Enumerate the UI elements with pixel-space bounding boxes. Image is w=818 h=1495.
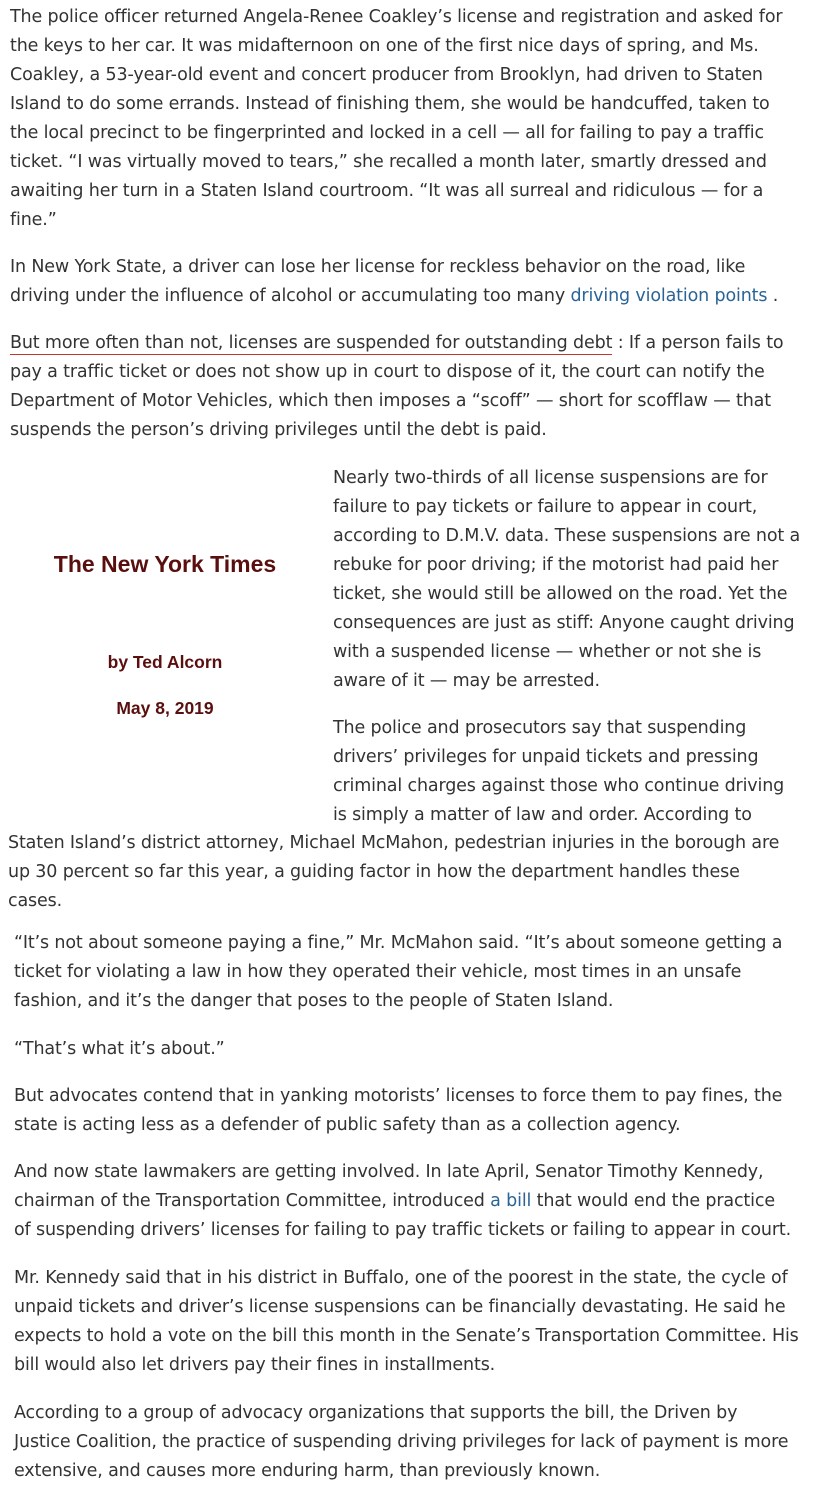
text-line: “It’s not about someone paying a fine,” Mr. McMahon said. “It’s about someone getting a: [14, 933, 783, 953]
paragraph-11: [14, 1399, 788, 1486]
text-line: drivers’ privileges for unpaid tickets and pressing: [333, 747, 759, 767]
paragraph-1: [10, 3, 782, 235]
text-line: ticket. “I was virtually moved to tears,” she recalled a month later, smartly dressed and: [10, 152, 767, 172]
text-line: unpaid tickets and driver’s license suspensions can be financially devastating. He said he: [14, 1297, 786, 1317]
text-line: Coakley, a 53-year-old event and concert producer from Brooklyn, had driven to Staten: [10, 65, 763, 85]
text-line: according to D.M.V. data. These suspensions are not a: [333, 526, 801, 546]
text-span: chairman of the Transportation Committee, introduced: [14, 1191, 491, 1211]
text-line: Justice Coalition, the practice of suspending driving privileges for lack of payment is more: [14, 1432, 789, 1452]
text-line: with a suspended license — whether or not she is: [333, 642, 762, 662]
text-line: criminal charges against those who continue driving: [333, 776, 785, 796]
text-span: driving under the influence of alcohol or accumulating too many: [10, 286, 571, 306]
text-line: The police and prosecutors say that suspending: [333, 718, 747, 738]
text-line: Nearly two-thirds of all license suspensions are for: [333, 468, 768, 488]
text-line: state is acting less as a defender of public safety than as a collection agency.: [14, 1115, 681, 1135]
highlighted-sentence: But more often than not, licenses are suspended for outstanding debt: [10, 333, 613, 353]
text-line: is simply a matter of law and order. According to: [333, 805, 752, 825]
text-line: Department of Motor Vehicles, which then imposes a “scoff” — short for scofflaw — that: [10, 391, 771, 411]
paragraph-6: [14, 929, 782, 1016]
text-line: And now state lawmakers are getting involved. In late April, Senator Timothy Kennedy,: [14, 1162, 764, 1182]
text-line: the local precinct to be fingerprinted and locked in a cell — all for failing to pay a traffic: [10, 123, 764, 143]
text-line: of suspending drivers’ licenses for failing to pay traffic tickets or failing to appear in court.: [14, 1220, 792, 1240]
text-line: extensive, and causes more enduring harm, than previously known.: [14, 1461, 601, 1481]
text-line: Staten Island’s district attorney, Michael McMahon, pedestrian injuries in the borough are: [8, 833, 780, 853]
paragraph-4: [333, 464, 800, 696]
text-line: suspends the person’s driving privileges until the debt is paid.: [10, 420, 547, 440]
publication-date: May 8, 2019: [116, 698, 214, 718]
text-line: But advocates contend that in yanking motorists’ licenses to force them to pay fines, the: [14, 1086, 783, 1106]
paragraph-5b: [8, 829, 779, 916]
text-line: Island to do some errands. Instead of finishing them, she would be handcuffed, taken to: [10, 94, 770, 114]
text-line: expects to hold a vote on the bill this month in the Senate’s Transportation Committee. His: [14, 1326, 799, 1346]
text-line: awaiting her turn in a Staten Island courtroom. “It was all surreal and ridiculous — for a: [10, 181, 764, 201]
text-line: “That’s what it’s about.”: [14, 1039, 225, 1059]
text-line: cases.: [8, 891, 63, 911]
driving-violation-points-link[interactable]: driving violation points: [570, 286, 768, 306]
text-span: : If a person fails to: [612, 333, 784, 353]
text-span: that would end the practice: [531, 1191, 775, 1211]
text-line: failure to pay tickets or failure to appear in court,: [333, 497, 758, 517]
text-line: [14, 1187, 791, 1216]
text-line: ticket for violating a law in how they operated their vehicle, most times in an unsafe: [14, 962, 742, 982]
a-bill-link[interactable]: a bill: [490, 1191, 532, 1211]
text-span: .: [767, 286, 779, 306]
text-line: up 30 percent so far this year, a guiding factor in how the department handles these: [8, 862, 740, 882]
paragraph-10: [14, 1264, 799, 1380]
paragraph-7: [14, 1035, 225, 1064]
paragraph-9: [14, 1158, 791, 1245]
paragraph-5a: [333, 714, 784, 830]
text-line: rebuke for poor driving; if the motorist had paid her: [333, 555, 779, 575]
text-line: According to a group of advocacy organizations that supports the bill, the Driven by: [14, 1403, 738, 1423]
text-line: the keys to her car. It was midafternoon on one of the first nice days of spring, and Ms.: [10, 36, 759, 56]
text-line: [10, 329, 783, 358]
paragraph-2: [10, 253, 778, 311]
text-line: pay a traffic ticket or does not show up in court to dispose of it, the court can notify the: [10, 362, 765, 382]
text-line: The police officer returned Angela-Renee Coakley’s license and registration and asked for: [10, 7, 783, 27]
paragraph-3: [10, 329, 783, 445]
paragraph-8: [14, 1082, 782, 1140]
text-line: [10, 282, 778, 311]
text-line: bill would also let drivers pay their fines in installments.: [14, 1355, 496, 1375]
text-line: consequences are just as stiff: Anyone caught driving: [333, 613, 795, 633]
byline: by Ted Alcorn: [107, 652, 223, 672]
publication-name: The New York Times: [53, 551, 277, 577]
text-line: fine.”: [10, 210, 57, 230]
text-line: fashion, and it’s the danger that poses to the people of Staten Island.: [14, 991, 614, 1011]
text-line: Mr. Kennedy said that in his district in Buffalo, one of the poorest in the state, the cycle of: [14, 1268, 788, 1288]
text-line: ticket, she would still be allowed on the road. Yet the: [333, 584, 788, 604]
text-line: In New York State, a driver can lose her license for reckless behavior on the road, like: [10, 257, 746, 277]
text-line: aware of it — may be arrested.: [333, 671, 600, 691]
